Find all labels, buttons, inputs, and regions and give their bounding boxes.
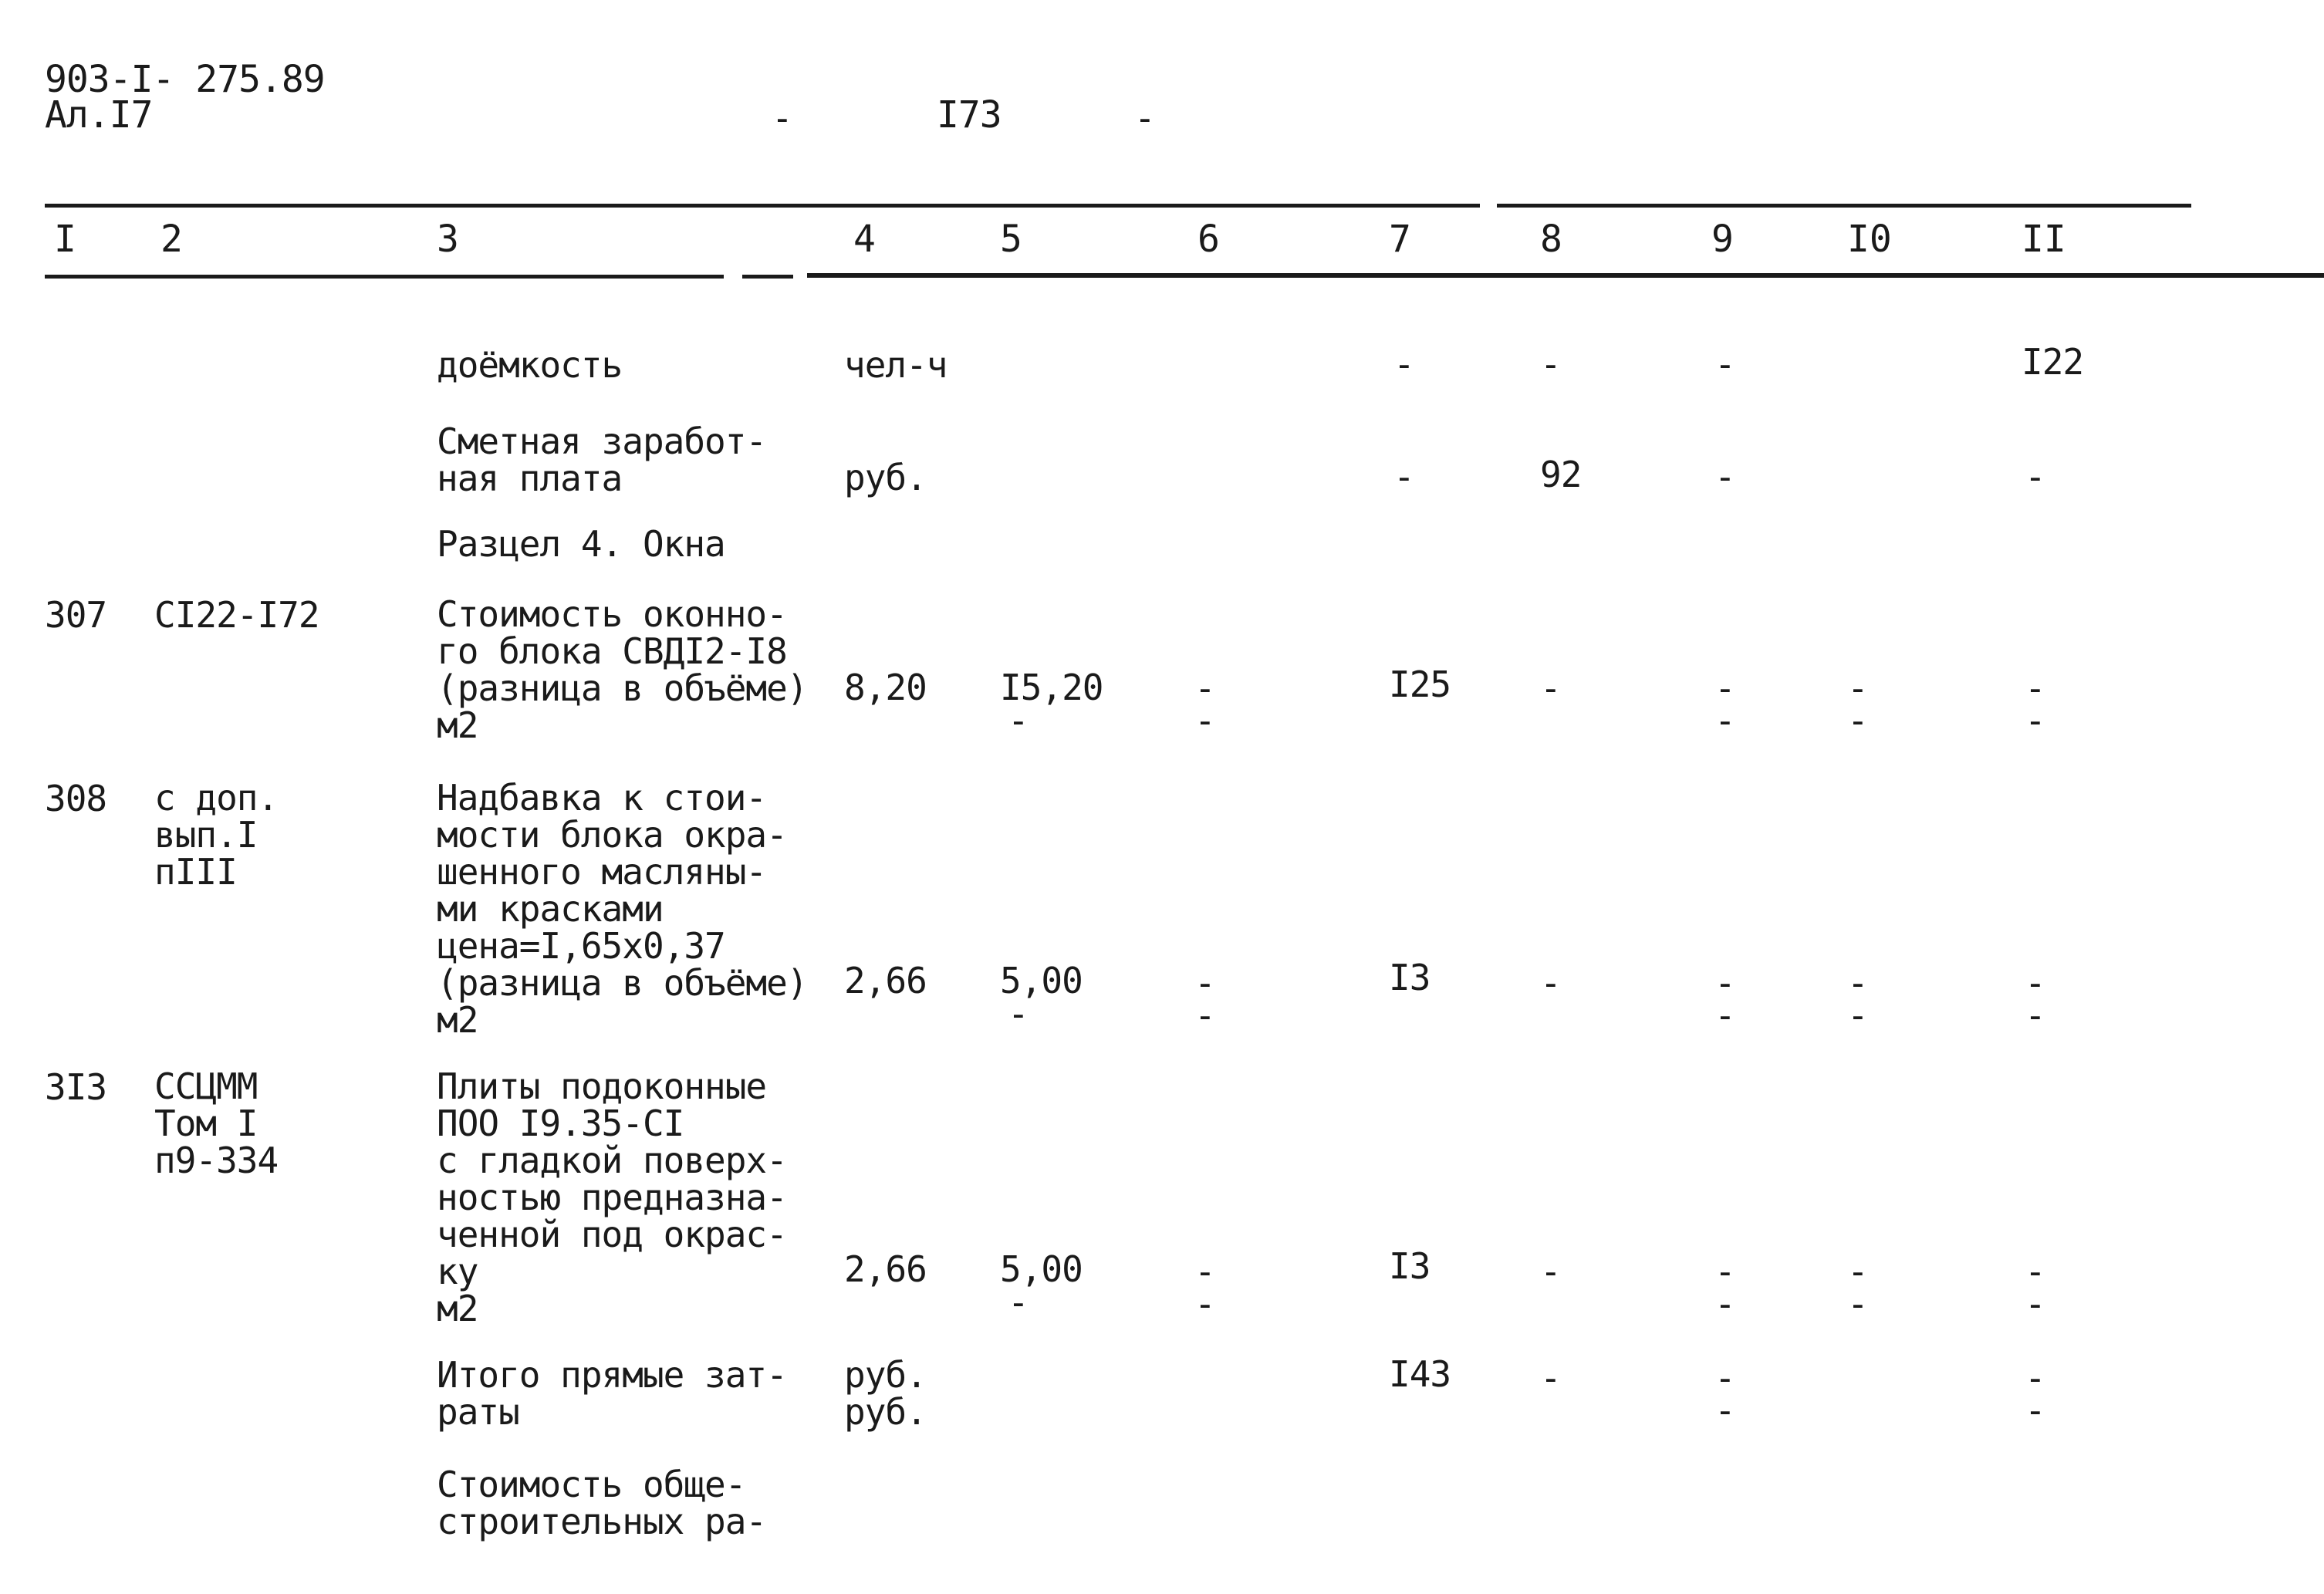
cell-col6: - xyxy=(1194,667,1216,709)
row-unit: руб. руб. xyxy=(844,1354,927,1433)
document-code: 903-I- 275.89 xyxy=(45,58,325,101)
cell-col4: 2,66 xyxy=(844,1248,927,1290)
column-header-5: 5 xyxy=(1000,218,1022,261)
row-code: CI22-I72 xyxy=(154,594,319,636)
column-header-1: I xyxy=(54,218,76,261)
cell-col11-sub: - xyxy=(2025,1390,2046,1431)
cell-col11: - xyxy=(2025,667,2046,709)
cell-col11: - xyxy=(2025,962,2046,1004)
page-number: I73 xyxy=(937,93,1002,137)
page-dash-right: - xyxy=(1134,97,1155,139)
cell-col11-sub: - xyxy=(2025,1283,2046,1325)
cell-col10-sub: - xyxy=(1847,1283,1869,1325)
column-header-2: 2 xyxy=(160,218,183,261)
header-top-rule-left xyxy=(45,204,1480,208)
sheet-number: Ал.I7 xyxy=(45,93,153,137)
row-description: Плиты подоконные ПОО I9.35-CI с гладкой поверх- ностью предназна- ченной под окрас- ку м2 xyxy=(437,1065,787,1329)
header-bottom-rule-1 xyxy=(45,275,724,279)
column-header-9: 9 xyxy=(1711,218,1734,261)
row-number: 3I3 xyxy=(45,1066,107,1108)
cell-col5-sub: - xyxy=(1008,1282,1029,1323)
cell-col9: - xyxy=(1714,1357,1736,1399)
cell-col9: - xyxy=(1714,667,1736,709)
cell-col7: I3 xyxy=(1389,957,1431,998)
row-code: ССЦММ Том I п9-334 xyxy=(154,1065,279,1181)
cell-col9: - xyxy=(1714,962,1736,1004)
row-description: Стоимость оконно- го блока СВДI2-I8 (разница в объёме) м2 xyxy=(437,593,808,746)
column-header-6: 6 xyxy=(1197,218,1220,261)
cell-col9-sub: - xyxy=(1714,995,1736,1036)
cell-col9: - xyxy=(1714,343,1736,385)
column-header-11: II xyxy=(2022,218,2066,261)
row-description: доёмкость xyxy=(437,344,623,386)
cell-col10: - xyxy=(1847,962,1869,1004)
row-unit: руб. xyxy=(844,457,927,498)
cell-col5: I5,20 xyxy=(1000,667,1103,708)
cell-col6-sub: - xyxy=(1194,1283,1216,1325)
cell-col7: I25 xyxy=(1389,664,1451,705)
cell-col10: - xyxy=(1847,1251,1869,1292)
row-description: Надбавка к стои- мости блока окра- шенного масляны- ми красками цена=I,65х0,37 (разница в объёме) м2 xyxy=(437,777,808,1041)
section-heading: Разцел 4. Окна xyxy=(437,523,725,565)
cell-col7: - xyxy=(1393,343,1415,385)
cell-col6: - xyxy=(1194,962,1216,1004)
cell-col8: - xyxy=(1540,1357,1562,1399)
cell-col4: 8,20 xyxy=(844,667,927,708)
cell-col6-sub: - xyxy=(1194,700,1216,741)
column-header-8: 8 xyxy=(1540,218,1562,261)
cell-col11-sub: - xyxy=(2025,700,2046,741)
cell-col9-sub: - xyxy=(1714,1283,1736,1325)
header-bottom-rule-2 xyxy=(742,275,793,279)
cell-col8: - xyxy=(1540,667,1562,709)
cell-col8: - xyxy=(1540,343,1562,385)
cell-col8: 92 xyxy=(1540,454,1582,495)
cell-col10-sub: - xyxy=(1847,995,1869,1036)
header-bottom-rule-3 xyxy=(807,273,2324,278)
column-header-3: 3 xyxy=(437,218,459,261)
row-number: 307 xyxy=(45,594,107,636)
cell-col9: - xyxy=(1714,456,1736,498)
cell-col5-sub: - xyxy=(1008,993,1029,1035)
cell-col9-sub: - xyxy=(1714,1390,1736,1431)
cell-col7: I43 xyxy=(1389,1353,1451,1395)
column-header-4: 4 xyxy=(853,218,876,261)
cell-col7: I3 xyxy=(1389,1245,1431,1287)
row-unit: чел-ч xyxy=(844,344,948,386)
cell-col9: - xyxy=(1714,1251,1736,1292)
cell-col5: 5,00 xyxy=(1000,960,1083,1001)
row-description: Итого прямые зат- раты xyxy=(437,1354,787,1433)
cell-col8: - xyxy=(1540,1251,1562,1292)
cell-col6-sub: - xyxy=(1194,995,1216,1036)
cell-col6: - xyxy=(1194,1251,1216,1292)
cell-col8: - xyxy=(1540,962,1562,1004)
page-dash-left: - xyxy=(772,97,792,139)
cell-col9-sub: - xyxy=(1714,700,1736,741)
column-header-7: 7 xyxy=(1389,218,1411,261)
cell-col11: - xyxy=(2025,1251,2046,1292)
row-code: с доп. вып.I пIII xyxy=(154,777,279,893)
cell-col5: 5,00 xyxy=(1000,1248,1083,1290)
cell-col5-sub: - xyxy=(1008,700,1029,741)
header-top-rule-right xyxy=(1497,204,2191,208)
cell-col10-sub: - xyxy=(1847,700,1869,741)
cell-col10: - xyxy=(1847,667,1869,709)
row-number: 308 xyxy=(45,778,107,819)
column-header-10: I0 xyxy=(1847,218,1892,261)
row-description: Сметная заработ- ная плата xyxy=(437,420,767,499)
cell-col7: - xyxy=(1393,456,1415,498)
cell-col11: - xyxy=(2025,456,2046,498)
cell-col11: I22 xyxy=(2022,341,2084,383)
cell-col11-sub: - xyxy=(2025,995,2046,1036)
row-description: Стоимость обще- строительных ра- xyxy=(437,1464,767,1542)
cell-col11: - xyxy=(2025,1357,2046,1399)
cell-col4: 2,66 xyxy=(844,960,927,1001)
